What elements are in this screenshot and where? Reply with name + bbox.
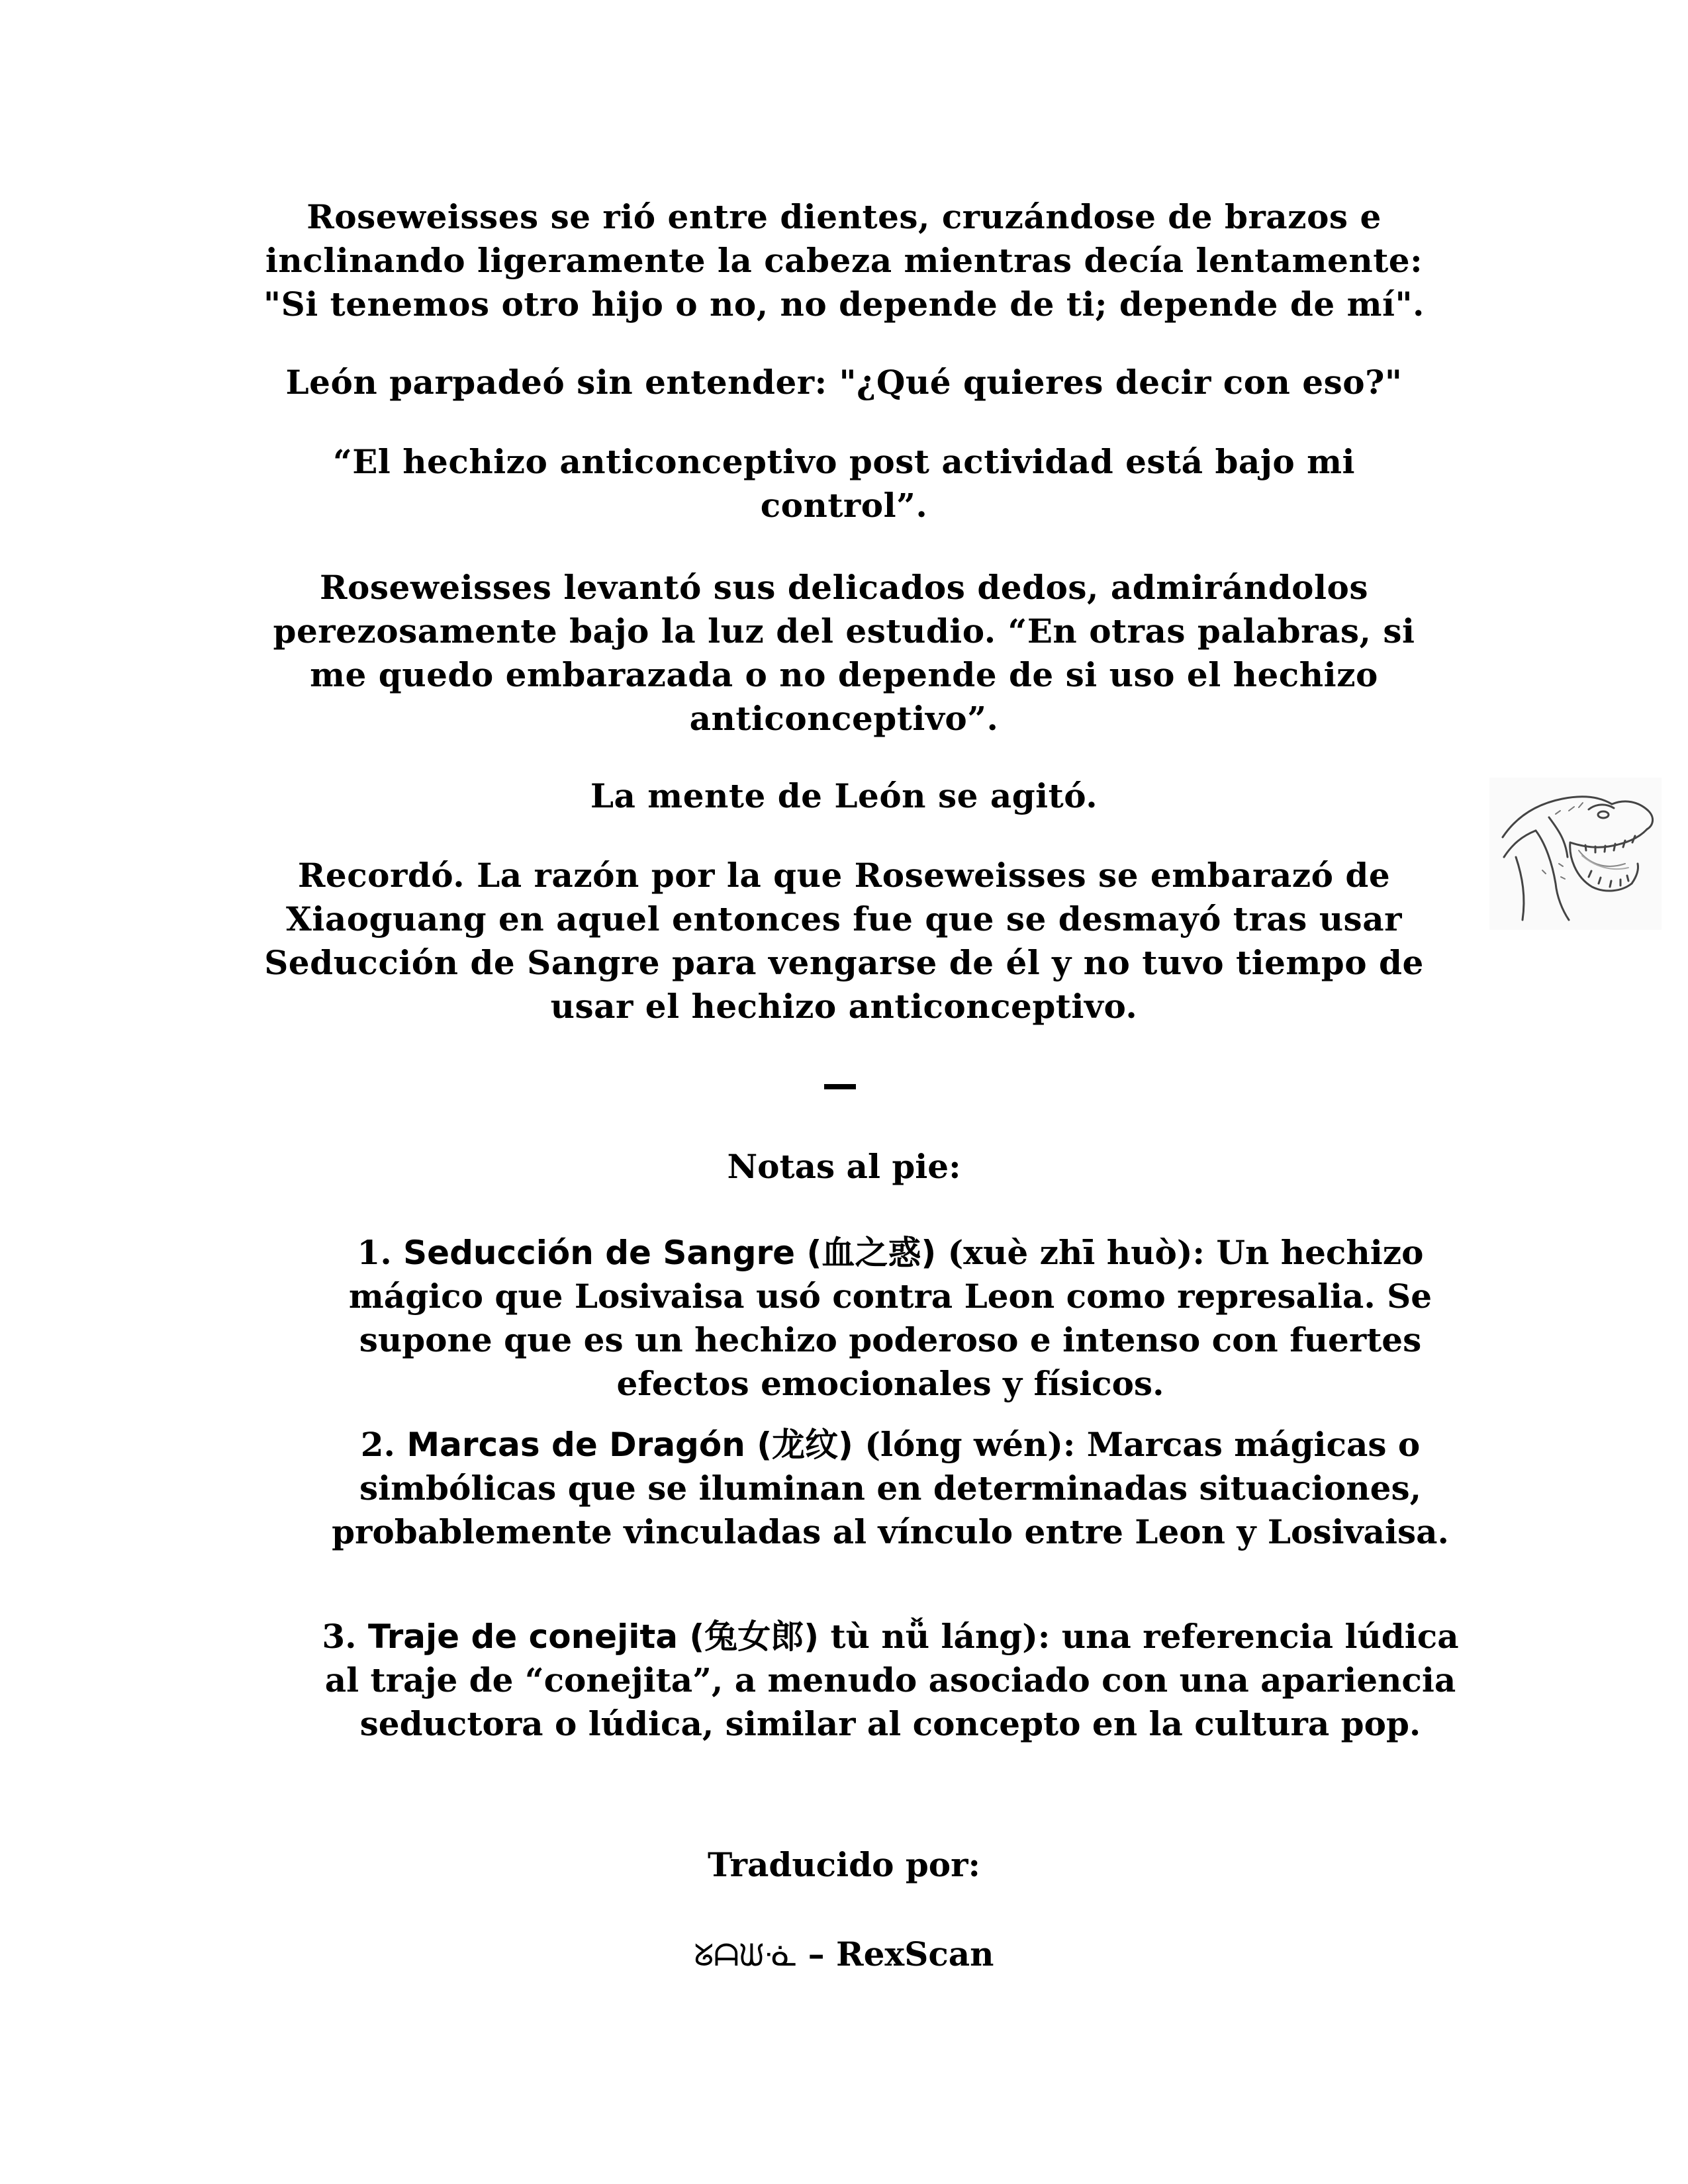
group-name: RexScan <box>836 1934 994 1974</box>
paragraph: Roseweisses levantó sus delicados dedos, admirándolos perezosamente bajo la luz del estudio. “En otras palabras, si me quedo embarazada o no depende de si uso el hechizo anticonceptivo”. <box>273 568 1415 738</box>
footnote-item <box>305 1423 1476 1554</box>
translator-handle: ᘜᗩᙎᓍ <box>694 1937 797 1973</box>
footnote-text: (lóng wén): Marcas mágicas o simbólicas que se iluminan en determinadas situaciones, probablemente vinculadas al vínculo entre Leon y Losivaisa. <box>332 1425 1449 1551</box>
paragraph: Roseweisses se rió entre dientes, cruzándose de brazos e inclinando ligeramente la cabeza mientras decía lentamente: "Si tenemos otro hijo o no, no depende de ti; depende de mí". <box>263 197 1425 324</box>
footnote-number: 3. <box>322 1617 357 1656</box>
credits-line <box>0 1933 1688 1977</box>
paragraph: Recordó. La razón por la que Roseweisses se embarazó de Xiaoguang en aquel entonces fue que se desmayó tras usar Seducción de Sangre para vengarse de él y no tuvo tiempo de usar el hechizo anticonceptivo. <box>264 856 1424 1026</box>
footnote-number: 1. <box>357 1233 392 1272</box>
footnote-item <box>305 1231 1476 1406</box>
paragraph: “El hechizo anticonceptivo post actividad está bajo mi control”. <box>332 442 1356 525</box>
footnote-item <box>318 1615 1463 1746</box>
footnote-term: Traje de conejita (兔女郎) <box>368 1617 820 1656</box>
credits-label: Traducido por: <box>708 1845 980 1884</box>
paragraph: La mente de León se agitó. <box>590 776 1098 815</box>
footnotes-title: Notas al pie: <box>727 1147 961 1186</box>
section-separator <box>824 1084 856 1089</box>
footnote-number: 2. <box>360 1425 395 1464</box>
paragraph: León parpadeó sin entender: "¿Qué quieres decir con eso?" <box>285 363 1403 402</box>
t-rex-head-icon <box>1489 778 1662 930</box>
footnote-term: Marcas de Dragón (龙纹) <box>406 1426 853 1464</box>
footnote-term: Seducción de Sangre (血之惑) <box>403 1234 937 1272</box>
footnote-text: tù nǚ láng): una referencia lúdica al traje de “conejita”, a menudo asociado con una apariencia seductora o lúdica, similar al concepto en la cultura pop. <box>324 1617 1459 1743</box>
credits-separator: – <box>808 1934 825 1974</box>
footnote-text: (xuè zhī huò): Un hechizo mágico que Losivaisa usó contra Leon como represalia. Se supone que es un hechizo poderoso e intenso con fuertes efectos emocionales y físicos. <box>348 1233 1432 1403</box>
